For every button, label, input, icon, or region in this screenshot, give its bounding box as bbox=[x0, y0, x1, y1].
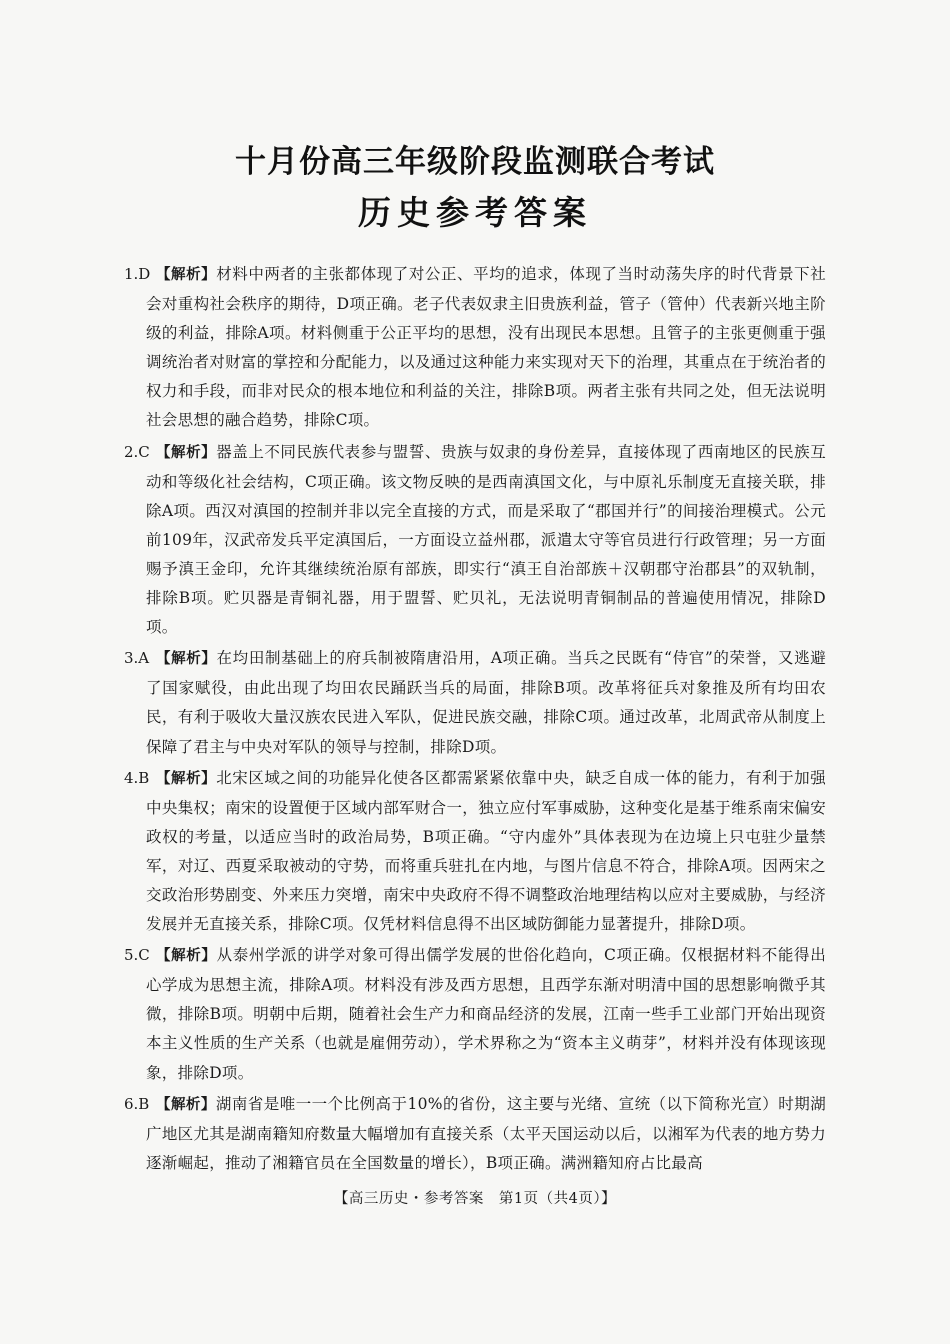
answer-body bbox=[146, 1090, 826, 1178]
answer-number: 5.C bbox=[124, 946, 150, 965]
answer-item-1 bbox=[126, 260, 826, 436]
answer-number: 2.C bbox=[124, 442, 150, 461]
answer-body bbox=[146, 941, 826, 1087]
answer-number: 6.B bbox=[124, 1094, 150, 1113]
answer-list bbox=[126, 260, 826, 1180]
analysis-text: 湖南省是唯一一个比例高于10%的省份，这主要与光绪、宣统（以下简称光宣）时期湖广地区尤其是湖南籍知府数量大幅增加有直接关系（太平天国运动以后，以湘军为代表的地方势力逐渐崛起，推动了湘籍官员在全国数量的增长），B项正确。满洲籍知府占比最高 bbox=[146, 1094, 827, 1172]
answer-number: 4.B bbox=[124, 768, 150, 787]
answer-item-4 bbox=[126, 764, 826, 940]
analysis-tag: 【解析】 bbox=[156, 651, 217, 668]
title-block bbox=[0, 140, 950, 238]
analysis-text: 在均田制基础上的府兵制被隋唐沿用，A项正确。当兵之民既有“侍官”的荣誉，又逃避了国家赋役，由此出现了均田农民踊跃当兵的局面，排除B项。改革将征兵对象推及所有均田农民，有利于吸收大量汉族农民进入军队，促进民族交融，排除C项。通过改革，北周武帝从制度上保障了君主与中央对军队的领导与控制，排除D项。 bbox=[146, 649, 826, 756]
answer-body bbox=[146, 438, 826, 643]
analysis-tag: 【解析】 bbox=[156, 1096, 216, 1113]
analysis-tag: 【解析】 bbox=[156, 948, 217, 965]
answer-body bbox=[146, 764, 826, 940]
analysis-tag: 【解析】 bbox=[156, 267, 217, 283]
analysis-text: 器盖上不同民族代表参与盟誓、贵族与奴隶的身份差异，直接体现了西南地区的民族互动和等级化社会结构，C项正确。该文物反映的是西南滇国文化，与中原礼乐制度无直接关联，排除A项。西汉对滇国的控制并非以完全直接的方式，而是采取了“郡国并行”的间接治理模式。公元前109年，汉武帝发兵平定滇国后，一方面设立益州郡，派遣太守等官员进行行政管理；另一方面赐予滇王金印，允许其继续统治原有部族，即实行“滇王自治部族＋汉朝郡守治郡县”的双轨制，排除B项。贮贝器是青铜礼器，用于盟誓、贮贝礼，无法说明青铜制品的普遍使用情况，排除D项。 bbox=[146, 442, 826, 637]
answer-number: 3.A bbox=[124, 649, 150, 668]
analysis-tag: 【解析】 bbox=[156, 770, 217, 787]
answer-body bbox=[146, 260, 826, 436]
answer-item-6 bbox=[126, 1090, 826, 1178]
analysis-text: 从泰州学派的讲学对象可得出儒学发展的世俗化趋向，C项正确。仅根据材料不能得出心学成为思想主流，排除A项。材料没有涉及西方思想，且西学东渐对明清中国的思想影响微乎其微，排除B项。明朝中后期，随着社会生产力和商品经济的发展，江南一些手工业部门开始出现资本主义性质的生产关系（也就是雇佣劳动），学术界称之为“资本主义萌芽”，材料并没有体现该现象，排除D项。 bbox=[146, 946, 827, 1082]
answer-item-2 bbox=[126, 438, 826, 643]
page-footer: 【高三历史・参考答案 第1页（共4页）】 bbox=[333, 1191, 617, 1207]
analysis-text: 材料中两者的主张都体现了对公正、平均的追求，体现了当时动荡失序的时代背景下社会对重构社会秩序的期待，D项正确。老子代表奴隶主旧贵族利益，管子（管仲）代表新兴地主阶级的利益，排除A项。材料侧重于公正平均的思想，没有出现民本思想。且管子的主张更侧重于强调统治者对财富的掌控和分配能力，以及通过这种能力来实现对天下的治理，其重点在于统治者的权力和手段，而非对民众的根本地位和利益的关注，排除B项。两者主张有共同之处，但无法说明社会思想的融合趋势，排除C项。 bbox=[146, 265, 826, 430]
answer-item-3 bbox=[126, 644, 826, 761]
answer-item-5 bbox=[126, 941, 826, 1087]
answer-body bbox=[146, 644, 826, 761]
answer-number: 1.D bbox=[124, 265, 151, 283]
analysis-text: 北宋区域之间的功能异化使各区都需紧紧依靠中央，缺乏自成一体的能力，有利于加强中央集权；南宋的设置便于区域内部军财合一，独立应付军事威胁，这种变化是基于维系南宋偏安政权的考量，以适应当时的政治局势，B项正确。“守内虚外”具体表现为在边境上只屯驻少量禁军，对辽、西夏采取被动的守势，而将重兵驻扎在内地，与图片信息不符合，排除A项。因两宋之交政治形势剧变、外来压力突增，南宋中央政府不得不调整政治地理结构以应对主要威胁，与经济发展并无直接关系，排除C项。仅凭材料信息得不出区域防御能力显著提升，排除D项。 bbox=[146, 768, 826, 934]
exam-title: 十月份高三年级阶段监测联合考试 bbox=[235, 144, 715, 180]
subject-title: 历史参考答案 bbox=[358, 193, 592, 232]
analysis-tag: 【解析】 bbox=[156, 444, 217, 461]
